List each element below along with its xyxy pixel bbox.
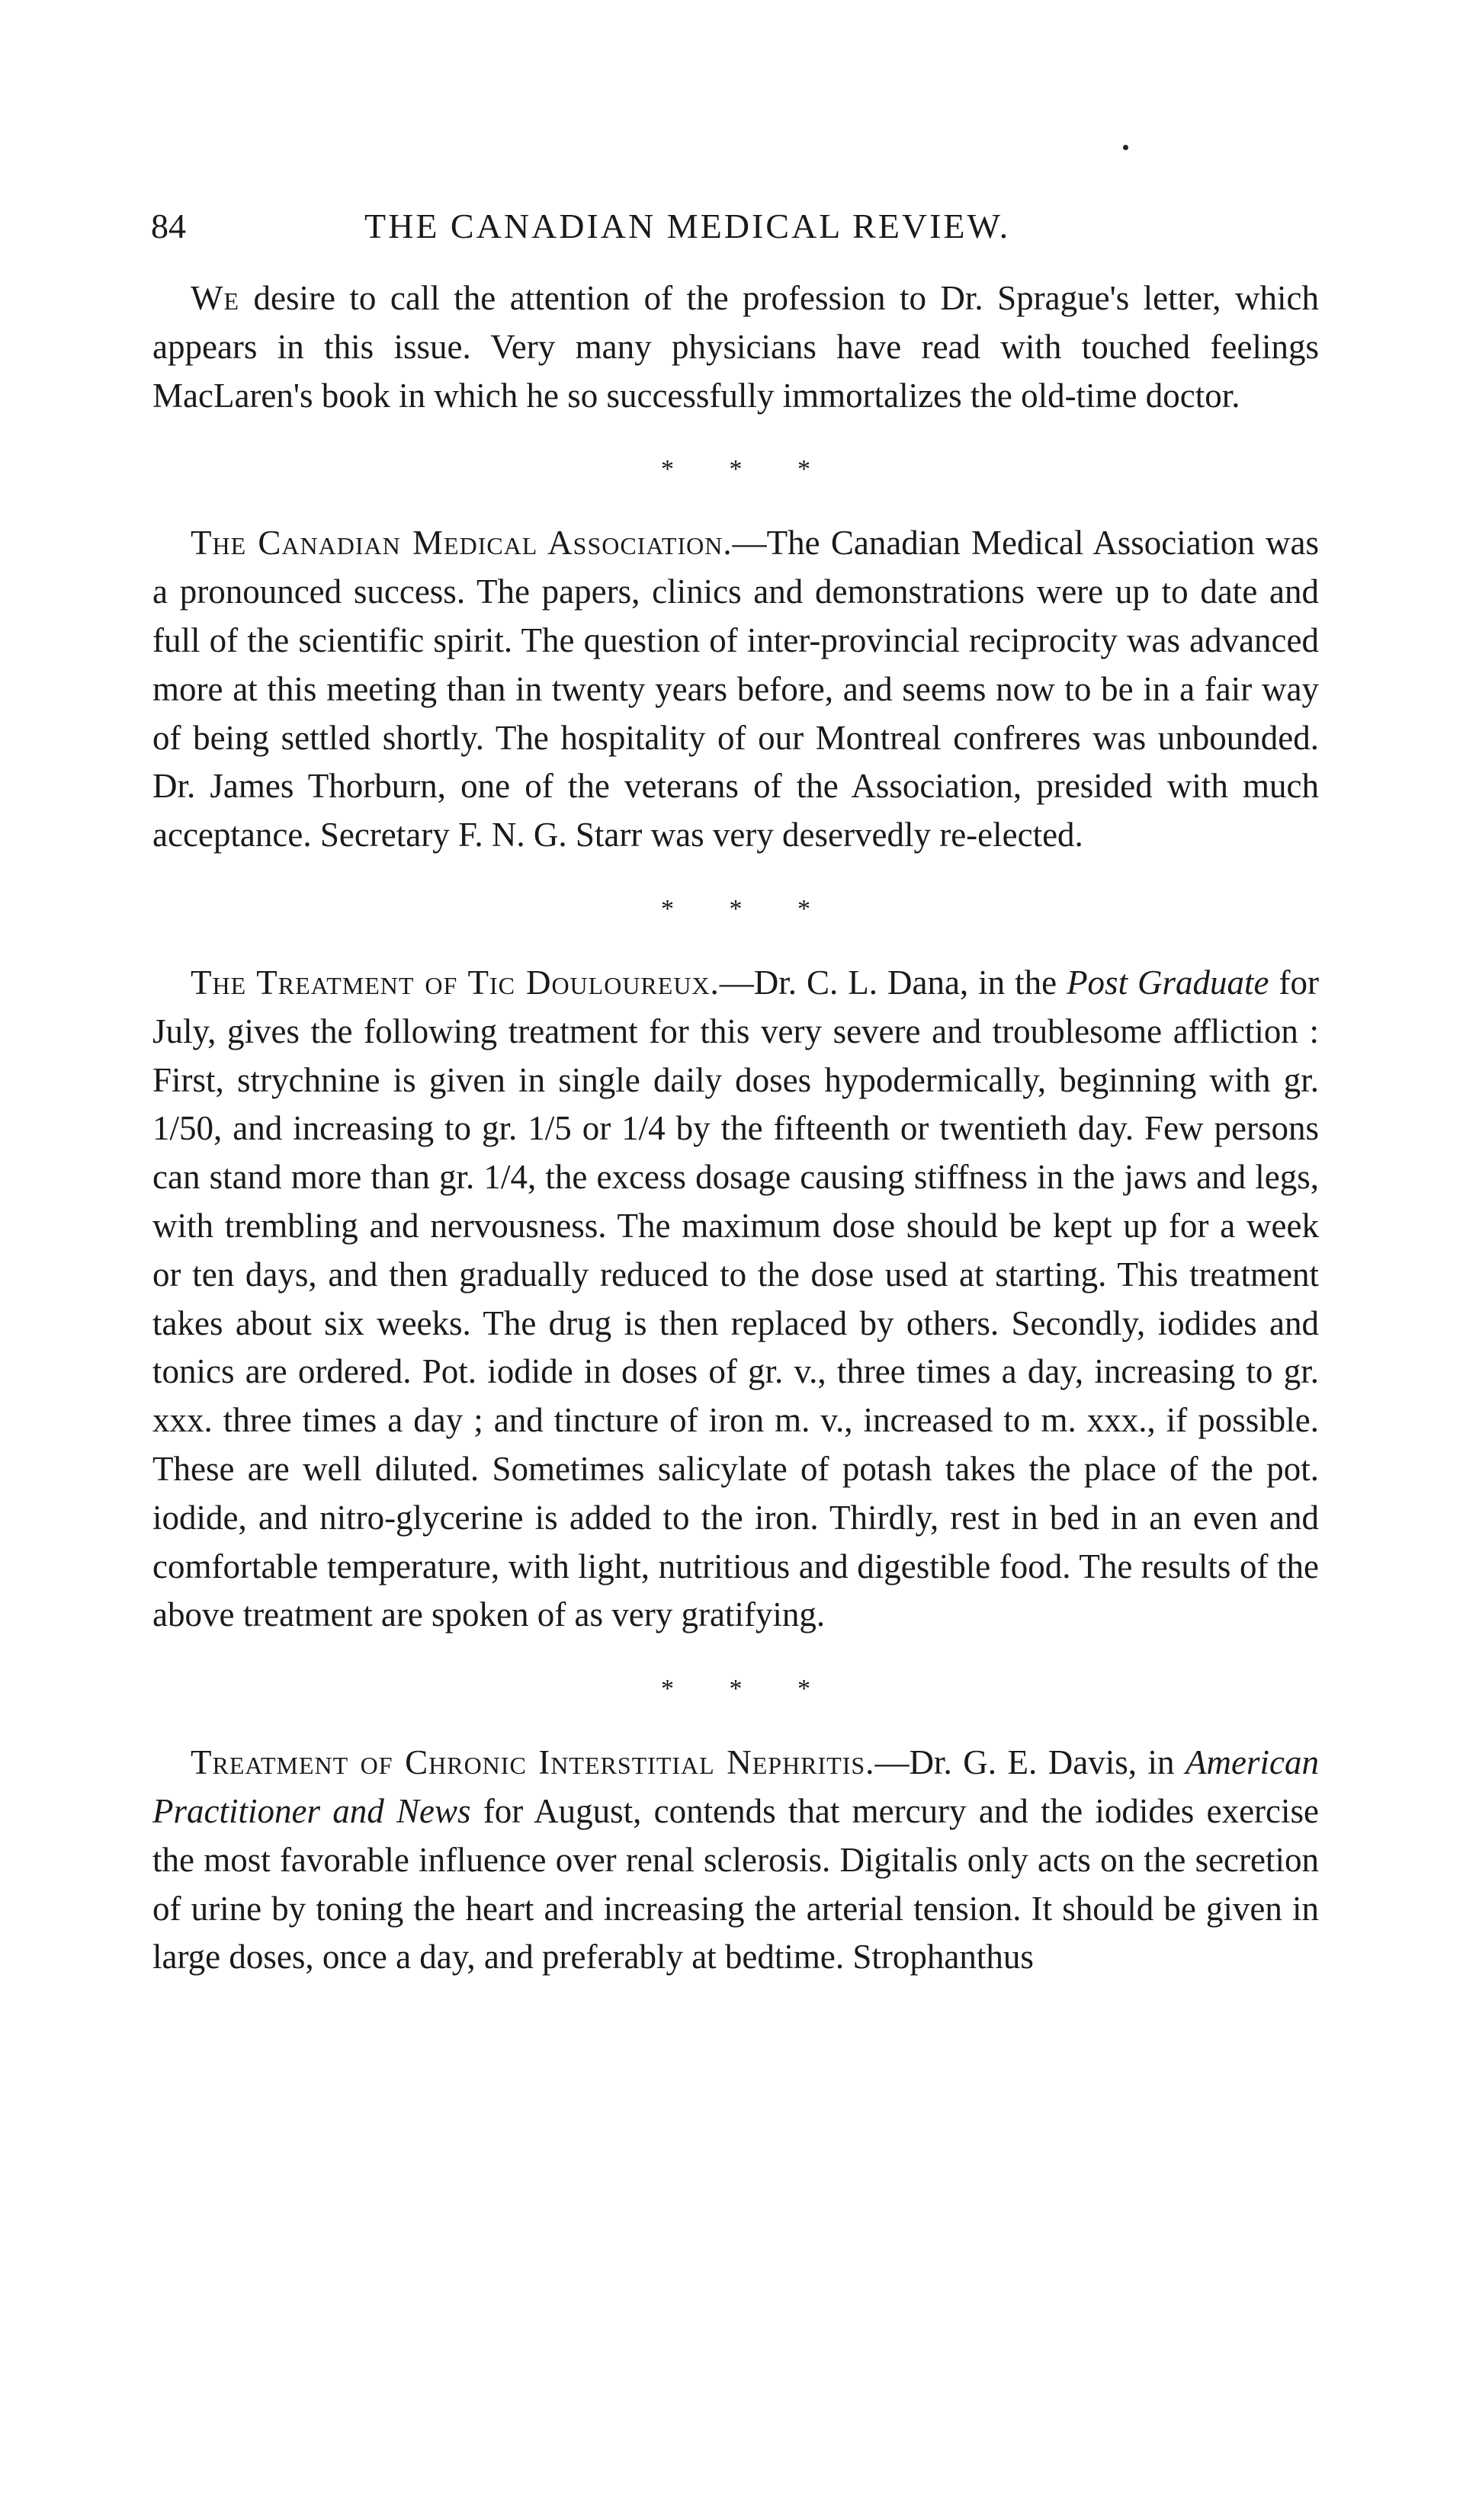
text-column: [152, 274, 1319, 1982]
paragraph-body-intro: —Dr. G. E. Davis, in: [874, 1743, 1186, 1782]
section-separator: * * *: [661, 455, 835, 484]
paragraph-body-intro: —Dr. C. L. Dana, in the: [719, 963, 1067, 1002]
lead-word: We: [191, 279, 240, 317]
article-canadian-medical-association: [152, 519, 1319, 860]
article-tic-douloureux: [152, 959, 1319, 1640]
journal-title: THE CANADIAN MEDICAL REVIEW.: [364, 207, 1011, 245]
paragraph-body: for July, gives the following treatment for this very severe and troublesome affliction : First, strychnine is given in single daily doses hypodermically, beginning with gr. 1/50, and increasing to gr. 1/5 or 1/4 by the fifteenth or twentieth day. Few persons can stand more than gr. 1/4, the excess dosage causing stiffness in the jaws and legs, with trembling and nervousness. The maximum dose should be kept up for a week or ten days, and then gradually reduced to the dose used at starting. This treatment takes about six weeks. The drug is then replaced by others. Secondly, iodides and tonics are ordered. Pot. iodide in doses of gr. v., three times a day, increasing to gr. xxx. three times a day ; and tincture of iron m. v., increased to m. xxx., if possible. These are well diluted. Sometimes salicylate of potash takes the place of the pot. iodide, and nitro-glycerine is added to the iron. Thirdly, rest in bed in an even and comfortable temperature, with light, nutritious and digestible food. The results of the above treatment are spoken of as very gratifying.: [152, 963, 1319, 1634]
article-chronic-interstitial-nephritis: [152, 1739, 1319, 1982]
section-separator: * * *: [661, 1675, 835, 1704]
article-heading: The Canadian Medical Association.: [191, 524, 733, 563]
paragraph-body: for August, contends that mercury and the iodides exercise the most favorable influence over renal sclerosis. Digitalis only acts on the secretion of urine by toning the heart and increasing the arterial tension. It should be given in large doses, once a day, and preferably at bedtime. Strophanthus: [152, 1791, 1319, 1977]
paragraph-body: desire to call the attention of the profession to Dr. Sprague's letter, which appears in this issue. Very many physicians have read with touched feelings MacLaren's book in which he so successfully immortalizes the old-time doctor.: [152, 279, 1319, 415]
source-journal-title: Post Graduate: [1067, 963, 1269, 1002]
article-heading: Treatment of Chronic Interstitial Nephritis.: [191, 1743, 875, 1782]
article-heading: The Treatment of Tic Douloureux.: [191, 963, 720, 1002]
paragraph-body: —The Canadian Medical Association was a pronounced success. The papers, clinics and demonstrations were up to date and full of the scientific spirit. The question of inter-provincial reciprocity was advanced more at this meeting than in twenty years before, and seems now to be in a fair way of being settled shortly. The hospitality of our Montreal confreres was unbounded. Dr. James Thorburn, one of the veterans of the Association, presided with much acceptance. Secretary F. N. G. Starr was very deservedly re-elected.: [152, 524, 1320, 854]
running-head: [151, 200, 1325, 253]
page-number: 84: [151, 207, 186, 245]
section-separator: * * *: [661, 894, 835, 923]
source-journal-title: American Practitioner and News: [152, 1743, 1319, 1830]
editorial-note-spragues-letter: [152, 274, 1319, 420]
stray-ink-dot: [1123, 145, 1128, 150]
